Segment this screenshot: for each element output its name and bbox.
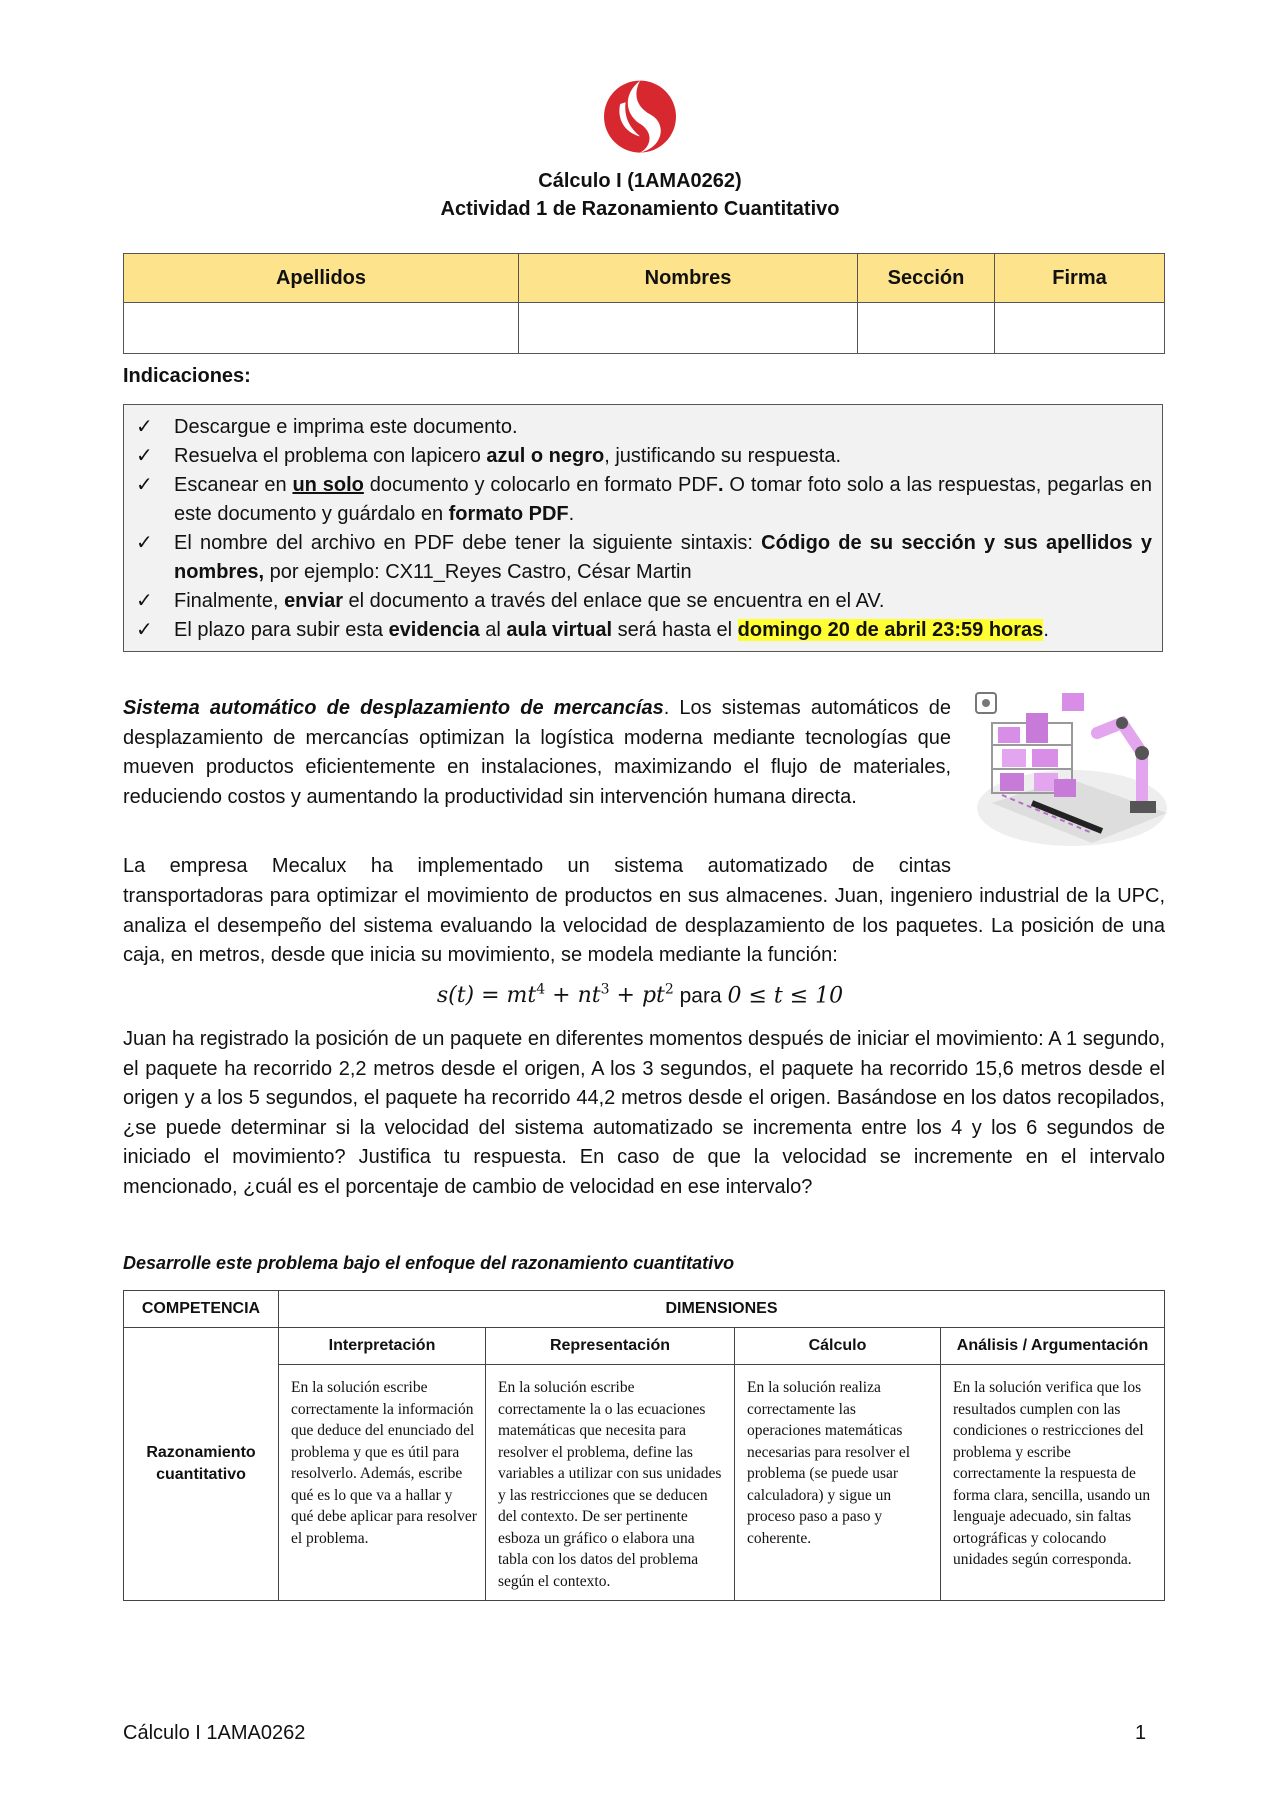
activity-title: Actividad 1 de Razonamiento Cuantitativo [440, 198, 840, 220]
check-icon: ✓ [136, 445, 153, 467]
indicacion-text: . [1043, 619, 1049, 641]
indicacion-text: Descargue e imprima este documento. [174, 416, 518, 438]
problem-heading: Sistema automático de desplazamiento de mercancías [123, 697, 664, 719]
page-number: 1 [1135, 1722, 1147, 1744]
competencia-name: Razonamiento cuantitativo [124, 1328, 279, 1601]
indicacion-bold: evidencia [388, 619, 480, 641]
indicacion-text: Escanear en [174, 474, 293, 496]
deadline-highlight: domingo 20 de abril 23:59 horas [737, 619, 1044, 641]
dimension-header: Representación [486, 1328, 735, 1365]
criterion-representacion: En la solución escribe correctamente la o las ecuaciones matemáticas que necesita para resolver el problema, define las variables a utilizar con sus unidades y las restricciones que se deducen del contexto. De ser pertinente esboza un gráfico o elabora una tabla con los datos del problema según el contexto. [486, 1365, 735, 1601]
indicaciones-label: Indicaciones: [123, 365, 251, 387]
indicacion-item [136, 442, 1152, 471]
indicacion-text: al [479, 619, 507, 641]
indicacion-text: el documento a través del enlace que se encuentra en el AV. [343, 590, 885, 612]
check-icon: ✓ [136, 474, 153, 496]
indicacion-text: El plazo para subir esta [174, 619, 389, 641]
indicacion-bold: Código de su sección y sus apellidos y nombres, [174, 532, 1153, 583]
indicacion-bold: un solo [292, 474, 364, 496]
indicacion-text: será hasta el [612, 619, 738, 641]
position-formula [0, 982, 1280, 1008]
dimensiones-header: DIMENSIONES [279, 1291, 1165, 1328]
formula-exp: 2 [664, 982, 674, 998]
footer-course: Cálculo I 1AMA0262 [123, 1722, 306, 1744]
nombres-cell[interactable] [519, 303, 858, 354]
criterion-analisis: En la solución verifica que los resultados cumplen con las condiciones o restricciones del problema y escribe correctamente la respuesta de forma clara, sencilla, usando un lenguaje adecuado, sin faltas ortográficas y colocando unidades según corresponda. [941, 1365, 1165, 1601]
seccion-cell[interactable] [858, 303, 995, 354]
apellidos-cell[interactable] [124, 303, 519, 354]
check-icon: ✓ [136, 416, 153, 438]
course-title: Cálculo I (1AMA0262) [538, 170, 742, 192]
indicacion-text: , justificando su respuesta. [604, 445, 841, 467]
indicacion-text: O tomar foto solo a las respuestas, pegarlas en este documento y guárdalo en [174, 474, 1153, 525]
dimension-header: Cálculo [735, 1328, 941, 1365]
intro-text: . Los sistemas automáticos de desplazamiento de mercancías optimizan la logística moderna mediante tecnologías que mueven productos eficientemente en instalaciones, maximizando el flujo de materiales, reduciendo costos y aumentando la productividad sin intervención humana directa. [123, 697, 952, 808]
check-icon: ✓ [136, 590, 153, 612]
indicacion-item [136, 413, 1152, 442]
indicacion-bold: formato PDF [448, 503, 569, 525]
dimension-header: Análisis / Argumentación [941, 1328, 1165, 1365]
context-line-1: La empresa Mecalux ha implementado un sistema automatizado de cintas [123, 855, 951, 877]
header-nombres: Nombres [519, 254, 858, 303]
indicacion-text: El nombre del archivo en PDF debe tener la siguiente sintaxis: [174, 532, 762, 554]
indicacion-text: Resuelva el problema con lapicero [174, 445, 487, 467]
upc-logo [595, 68, 685, 158]
formula-term: + nt [545, 983, 601, 1009]
header-apellidos: Apellidos [124, 254, 519, 303]
criterion-calculo: En la solución realiza correctamente las operaciones matemáticas necesarias para resolver el problema (se puede usar calculadora) y sigue un proceso paso a paso y coherente. [735, 1365, 941, 1601]
firma-cell[interactable] [995, 303, 1165, 354]
indicacion-bold: azul o negro [486, 445, 605, 467]
indicacion-item [136, 471, 1152, 529]
indicacion-text: . [568, 503, 575, 525]
indicacion-item [136, 587, 1152, 616]
check-icon: ✓ [136, 532, 153, 554]
indicacion-bold: . [718, 474, 724, 496]
indicacion-text: por ejemplo: CX11_Reyes Castro, César Martin [264, 561, 692, 583]
indicacion-text: Finalmente, [174, 590, 285, 612]
rubric-table [123, 1290, 1165, 1601]
rubric-title: Desarrolle este problema bajo el enfoque del razonamiento cuantitativo [123, 1253, 735, 1273]
check-icon: ✓ [136, 619, 153, 641]
indicacion-bold: enviar [284, 590, 343, 612]
indicacion-item [136, 529, 1152, 587]
question-paragraph: Juan ha registrado la posición de un paquete en diferentes momentos después de iniciar el movimiento: A 1 segundo, el paquete ha recorrido 2,2 metros desde el origen, A los 3 segundos, el paquete ha recorrido 15,6 metros desde el origen y a los 5 segundos, el paquete ha recorrido 44,2 metros desde el origen. Basándose en los datos recopilados, ¿se puede determinar si la velocidad del sistema automatizado se incrementa entre los 4 y los 6 segundos de iniciado el movimiento? Justifica tu respuesta. En caso de que la velocidad se incremente en el intervalo mencionado, ¿cuál es el porcentaje de cambio de velocidad en ese intervalo? [123, 1028, 1165, 1198]
dimension-header: Interpretación [279, 1328, 486, 1365]
intro-paragraph [123, 694, 951, 812]
formula-exp: 3 [600, 982, 610, 998]
context-paragraph: transportadoras para optimizar el movimiento de productos en sus almacenes. Juan, ingeniero industrial de la UPC, analiza el desempeño del sistema evaluando la velocidad de desplazamiento de los paquetes. La posición de una caja, en metros, desde que inicia su movimiento, se modela mediante la función: [123, 885, 1165, 966]
competencia-header: COMPETENCIA [124, 1291, 279, 1328]
criterion-interpretacion: En la solución escribe correctamente la información que deduce del enunciado del problema y que es útil para resolverlo. Además, escribe qué es lo que va a hallar y qué debe aplicar para resolver el problema. [279, 1365, 486, 1601]
header-seccion: Sección [858, 254, 995, 303]
formula-lhs: s(t) = mt [436, 983, 537, 1009]
formula-exp: 4 [536, 982, 546, 998]
formula-para: para [673, 984, 728, 1008]
header-firma: Firma [995, 254, 1165, 303]
indicacion-bold: aula virtual [506, 619, 613, 641]
student-info-table [123, 253, 1165, 354]
indicaciones-box [123, 404, 1163, 652]
indicacion-item [136, 616, 1152, 645]
indicacion-text: documento y colocarlo en formato PDF [363, 474, 719, 496]
formula-range: 0 ≤ t ≤ 10 [727, 983, 844, 1009]
formula-term: + pt [609, 983, 665, 1009]
warehouse-robot-illustration [972, 683, 1172, 853]
